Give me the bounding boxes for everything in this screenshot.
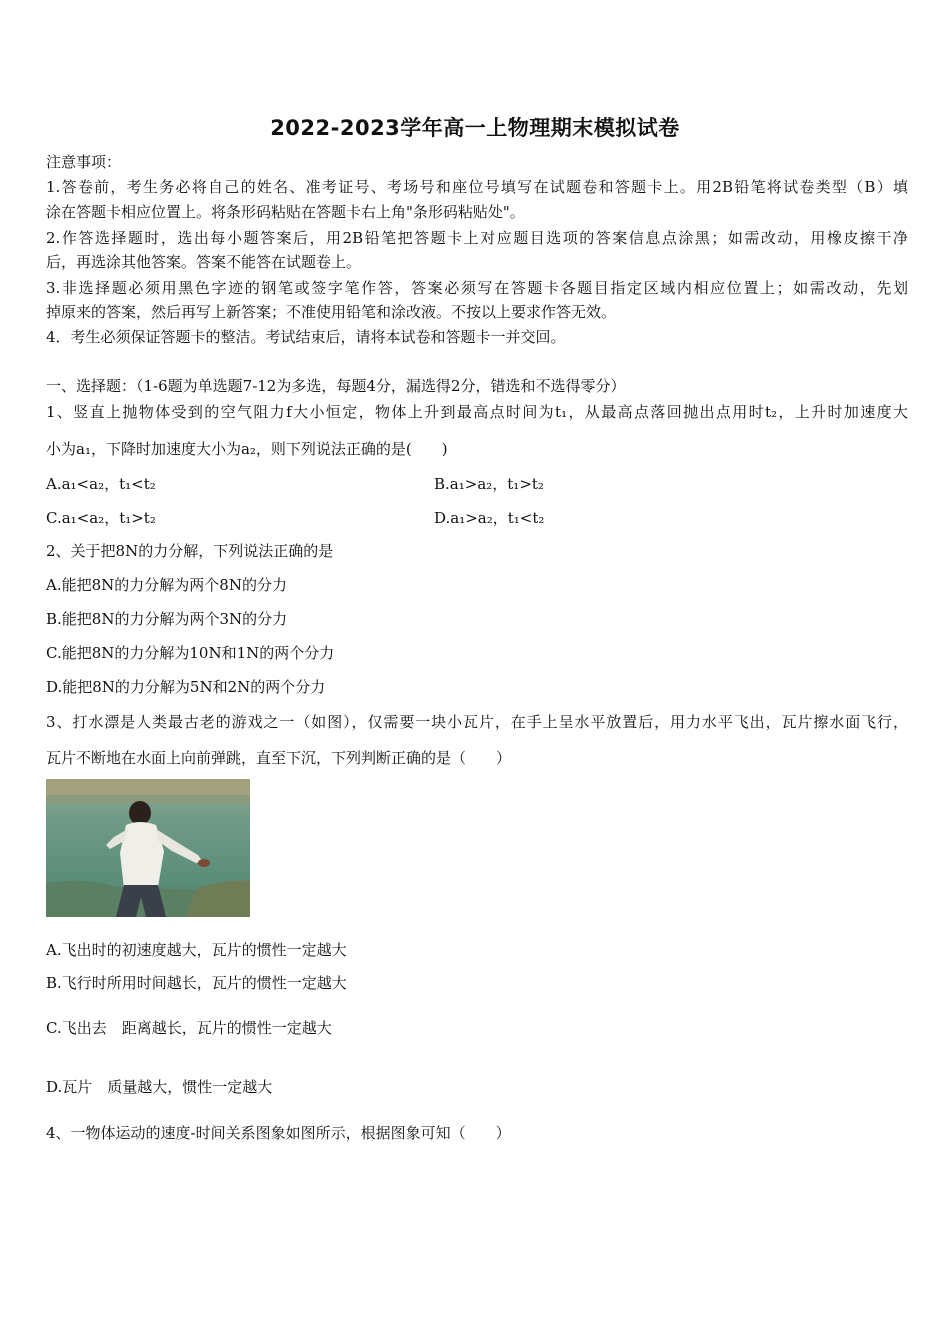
- section-heading: 一、选择题：（1-6题为单选题7-12为多选，每题4分，漏选得2分，错选和不选得零分）: [46, 377, 626, 395]
- q1-option-b: B.a₁>a₂，t₁>t₂: [434, 475, 544, 493]
- q2-stem: 2、关于把8N的力分解，下列说法正确的是: [46, 542, 334, 560]
- notice-line-6: 掉原来的答案，然后再写上新答案；不准使用铅笔和涂改液。不按以上要求作答无效。: [46, 303, 617, 321]
- notice-line-7: 4．考生必须保证答题卡的整洁。考试结束后，请将本试卷和答题卡一并交回。: [46, 328, 566, 346]
- q1-option-c: C.a₁<a₂，t₁>t₂: [46, 509, 156, 527]
- q3-option-c: C.飞出去 距离越长，瓦片的惯性一定越大: [46, 1019, 332, 1037]
- q2-option-b: B.能把8N的力分解为两个3N的分力: [46, 610, 288, 628]
- q1-stem-line-2: 小为a₁，下降时加速度大小为a₂，则下列说法正确的是( ): [46, 440, 448, 458]
- q3-option-b: B.飞行时所用时间越长，瓦片的惯性一定越大: [46, 974, 347, 992]
- q2-option-d: D.能把8N的力分解为5N和2N的两个分力: [46, 678, 326, 696]
- notice-line-1: 1.答卷前，考生务必将自己的姓名、准考证号、考场号和座位号填写在试题卷和答题卡上。用2B铅笔将试卷类型（B）填: [46, 178, 908, 196]
- q3-option-a: A.飞出时的初速度越大，瓦片的惯性一定越大: [46, 941, 347, 959]
- notice-heading: 注意事项：: [46, 153, 122, 171]
- q3-stem-line-2: 瓦片不断地在水面上向前弹跳，直至下沉，下列判断正确的是（ ）: [46, 749, 512, 767]
- notice-line-5: 3.非选择题必须用黑色字迹的钢笔或签字笔作答，答案必须写在答题卡各题目指定区域内相应位置上；如需改动，先划: [46, 279, 908, 297]
- q3-stem-line-1: 3、打水漂是人类最古老的游戏之一（如图），仅需要一块小瓦片，在手上呈水平放置后，用力水平飞出，瓦片擦水面飞行，: [46, 713, 908, 731]
- notice-line-4: 后，再选涂其他答案。答案不能答在试题卷上。: [46, 253, 362, 271]
- q1-stem-line-1: 1、竖直上抛物体受到的空气阻力f大小恒定，物体上升到最高点时间为t₁，从最高点落回抛出点用时t₂，上升时加速度大: [46, 403, 908, 421]
- q3-option-d: D.瓦片 质量越大，惯性一定越大: [46, 1078, 273, 1096]
- q2-option-c: C.能把8N的力分解为10N和1N的两个分力: [46, 644, 335, 662]
- notice-line-3: 2.作答选择题时，选出每小题答案后，用2B铅笔把答题卡上对应题目选项的答案信息点涂黑；如需改动，用橡皮擦干净: [46, 229, 908, 247]
- q2-option-a: A.能把8N的力分解为两个8N的分力: [46, 576, 287, 594]
- page-title: 2022-2023学年高一上物理期末模拟试卷: [270, 116, 680, 140]
- q1-option-a: A.a₁<a₂，t₁<t₂: [46, 475, 156, 493]
- q1-option-d: D.a₁>a₂，t₁<t₂: [434, 509, 545, 527]
- notice-line-2: 涂在答题卡相应位置上。将条形码粘贴在答题卡右上角"条形码粘贴处"。: [46, 203, 525, 221]
- q4-stem: 4、一物体运动的速度-时间关系图象如图所示，根据图象可知（ ）: [46, 1124, 511, 1142]
- stone-skipping-photo: [46, 779, 250, 917]
